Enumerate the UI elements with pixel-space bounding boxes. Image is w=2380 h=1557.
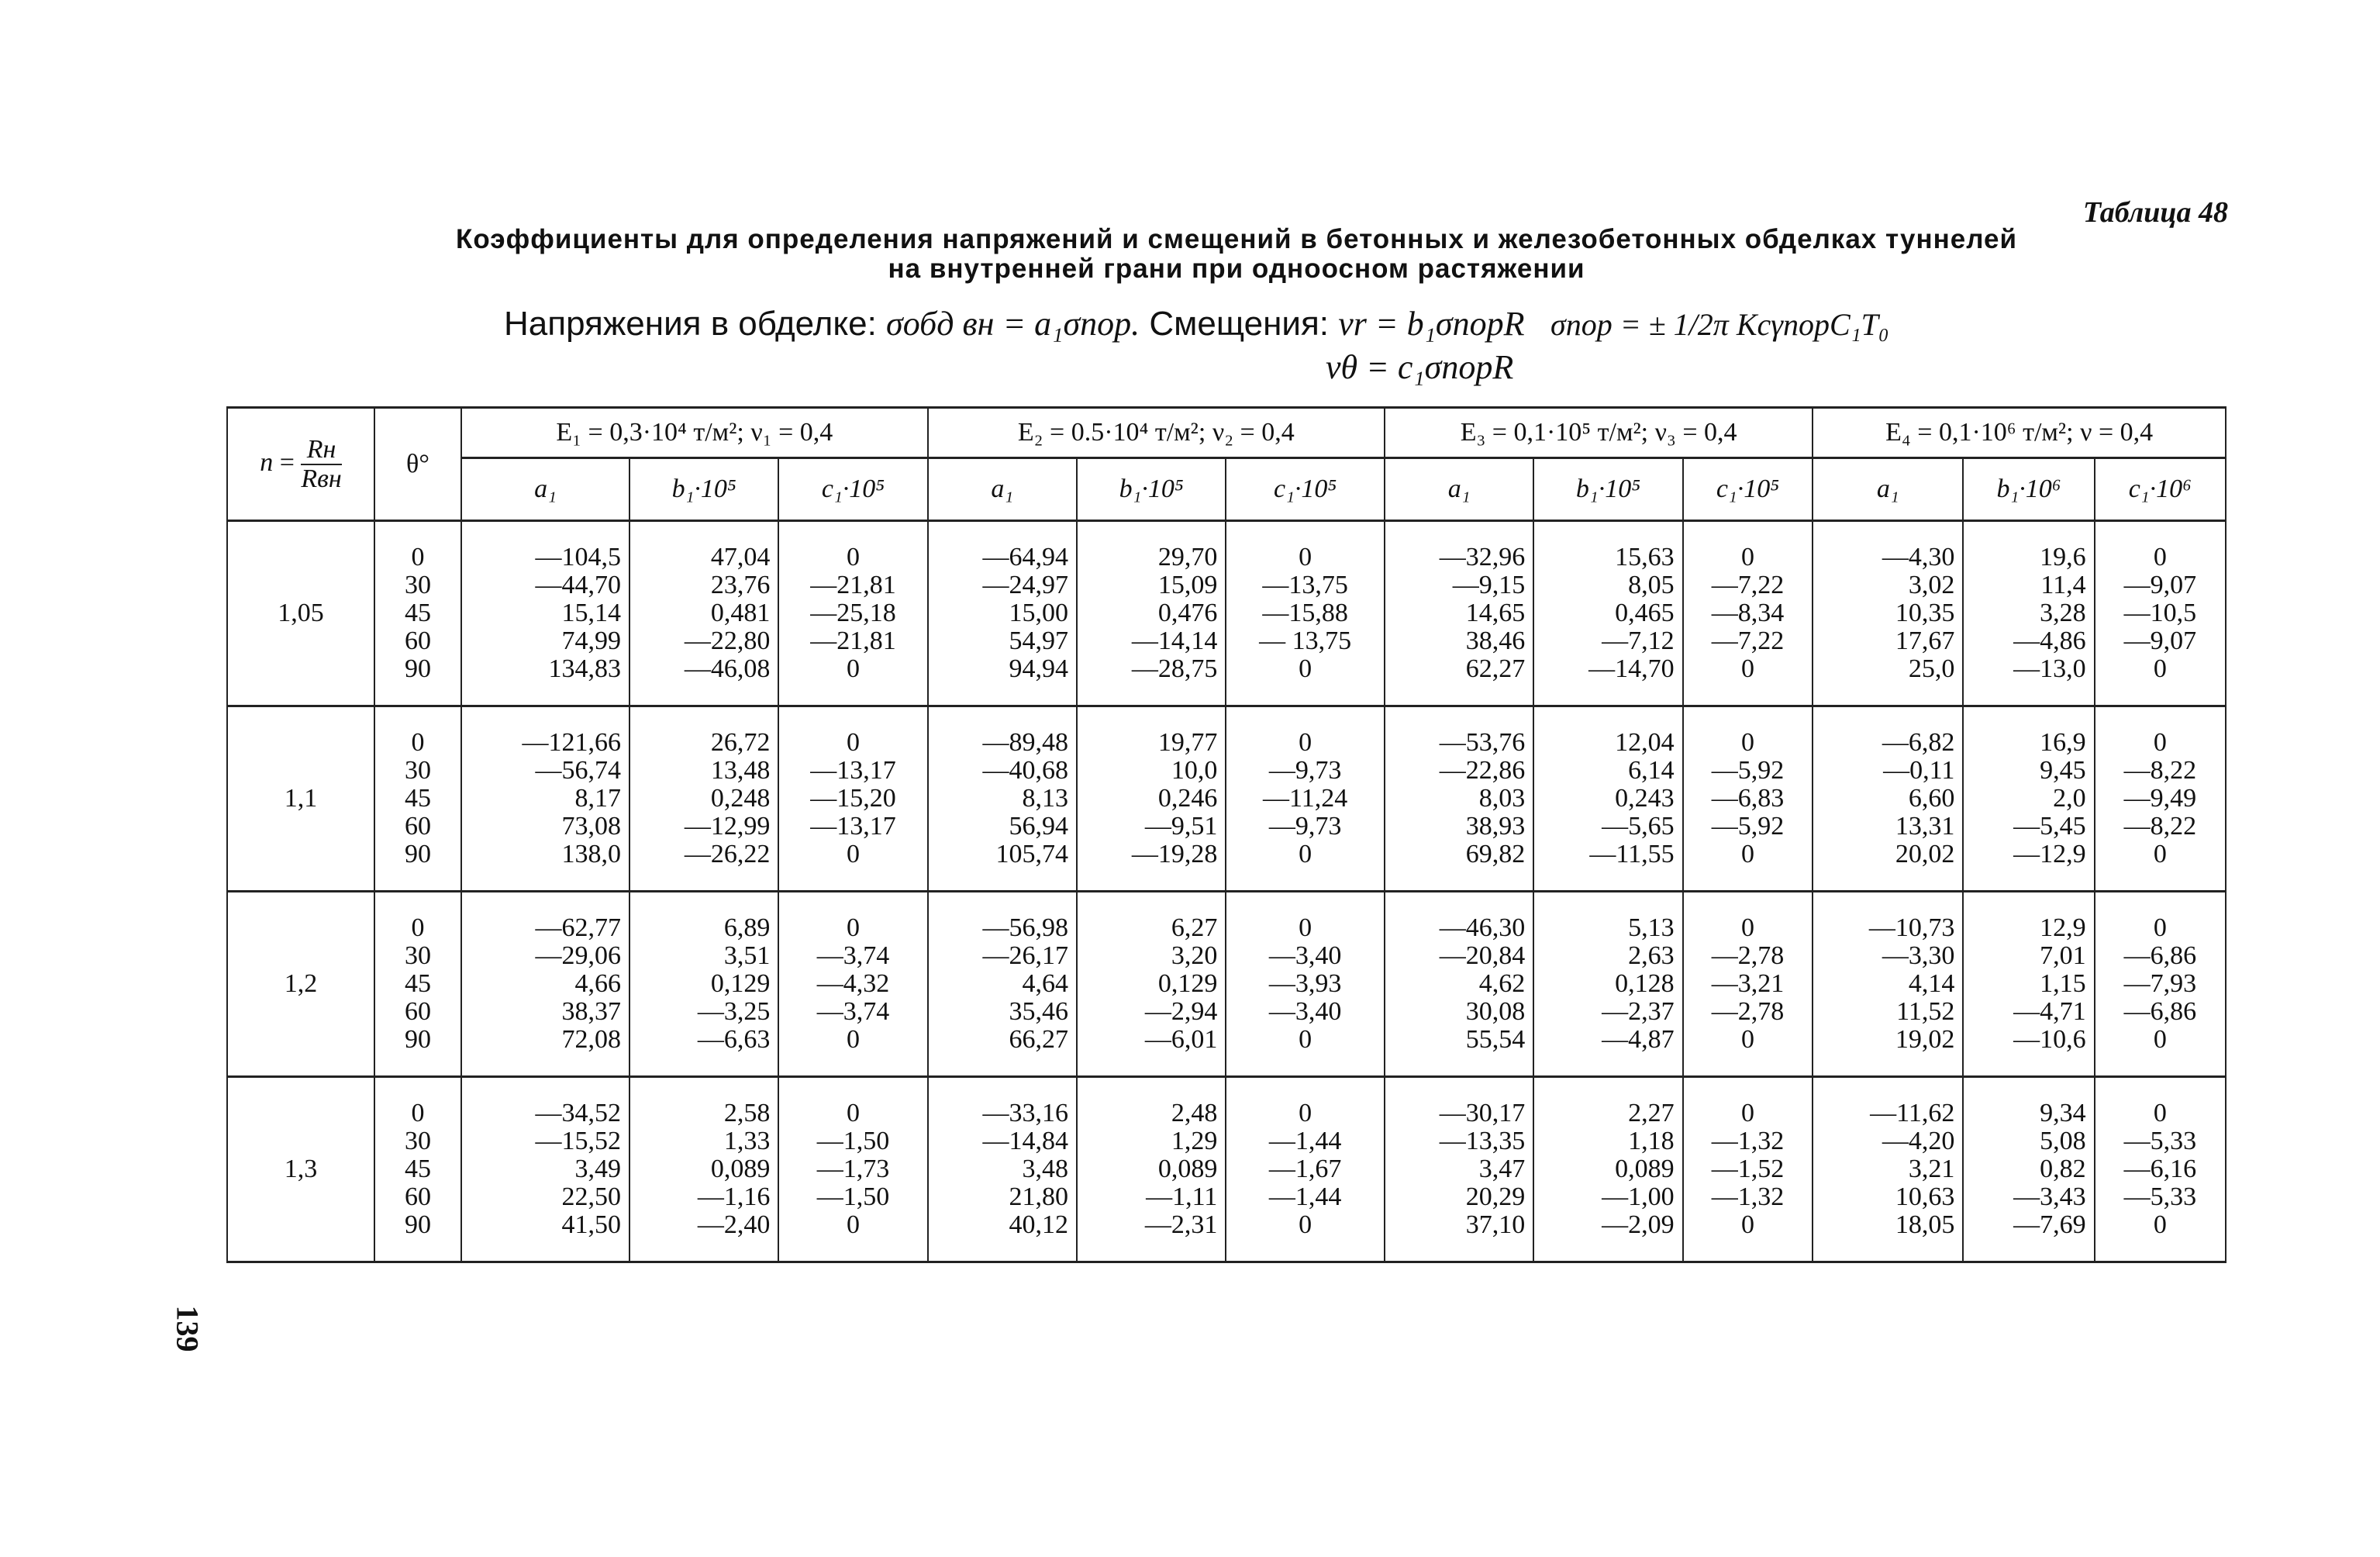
subheader-g2-c3: c₁·10⁵ bbox=[1226, 458, 1385, 521]
cell-values: —53,76 —22,86 8,03 38,93 69,82 bbox=[1385, 706, 1533, 892]
cell-values: —56,98 —26,17 4,64 35,46 66,27 bbox=[928, 892, 1077, 1077]
cell-values: 6,27 3,20 0,129 —2,94 —6,01 bbox=[1077, 892, 1226, 1077]
cell-values: 16,9 9,45 2,0 —5,45 —12,9 bbox=[1963, 706, 2094, 892]
cell-values: —89,48 —40,68 8,13 56,94 105,74 bbox=[928, 706, 1077, 892]
cell-values: 2,58 1,33 0,089 —1,16 —2,40 bbox=[629, 1077, 778, 1262]
cell-values: 0 —2,78 —3,21 —2,78 0 bbox=[1683, 892, 1813, 1077]
subheader-g4-c3: c₁·10⁶ bbox=[2095, 458, 2226, 521]
cell-n-value: 1,1 bbox=[227, 706, 374, 892]
cell-theta-values: 0 30 45 60 90 bbox=[374, 1077, 461, 1262]
cell-values: 6,89 3,51 0,129 —3,25 —6,63 bbox=[629, 892, 778, 1077]
cell-values: —121,66 —56,74 8,17 73,08 138,0 bbox=[461, 706, 629, 892]
formula-vtheta: vθ = c₁σпорR bbox=[1326, 348, 1514, 386]
cell-n-value: 1,2 bbox=[227, 892, 374, 1077]
cell-values: —30,17 —13,35 3,47 20,29 37,10 bbox=[1385, 1077, 1533, 1262]
cell-values: —34,52 —15,52 3,49 22,50 41,50 bbox=[461, 1077, 629, 1262]
cell-values: —4,30 3,02 10,35 17,67 25,0 bbox=[1813, 521, 1963, 706]
cell-values: —62,77 —29,06 4,66 38,37 72,08 bbox=[461, 892, 629, 1077]
subheader-g3-c1: a₁ bbox=[1385, 458, 1533, 521]
cell-values: —10,73 —3,30 4,14 11,52 19,02 bbox=[1813, 892, 1963, 1077]
table-caption bbox=[326, 225, 2147, 284]
cell-values: 12,9 7,01 1,15 —4,71 —10,6 bbox=[1963, 892, 2094, 1077]
cell-theta-values: 0 30 45 60 90 bbox=[374, 892, 461, 1077]
table-number-label: Таблица 48 bbox=[2082, 196, 2228, 229]
cell-values: 2,48 1,29 0,089 —1,11 —2,31 bbox=[1077, 1077, 1226, 1262]
header-group-e3: E₃ = 0,1·10⁵ т/м²; ν₃ = 0,4 bbox=[1385, 408, 1813, 458]
header-n: n = $\frac{Rн}{\text{Rвн}}$ bbox=[227, 408, 374, 521]
header-group-e4: E₄ = 0,1·10⁶ т/м²; ν = 0,4 bbox=[1813, 408, 2226, 458]
cell-values: 0 —3,40 —3,93 —3,40 0 bbox=[1226, 892, 1385, 1077]
cell-values: 0 —1,50 —1,73 —1,50 0 bbox=[778, 1077, 927, 1262]
cell-values: 0 —6,86 —7,93 —6,86 0 bbox=[2095, 892, 2226, 1077]
subheader-g1-c2: b₁·10⁵ bbox=[629, 458, 778, 521]
cell-values: 0 —5,92 —6,83 —5,92 0 bbox=[1683, 706, 1813, 892]
formula-stress: σобд вн = a₁σпор. bbox=[886, 305, 1140, 343]
coefficients-table bbox=[226, 406, 2227, 1263]
cell-values: 0 —9,07 —10,5 —9,07 0 bbox=[2095, 521, 2226, 706]
cell-values: 19,6 11,4 3,28 —4,86 —13,0 bbox=[1963, 521, 2094, 706]
cell-values: —11,62 —4,20 3,21 10,63 18,05 bbox=[1813, 1077, 1963, 1262]
formula-vr: vr = b₁σпорR bbox=[1338, 305, 1525, 343]
cell-values: 9,34 5,08 0,82 —3,43 —7,69 bbox=[1963, 1077, 2094, 1262]
cell-values: 0 —9,73 —11,24 —9,73 0 bbox=[1226, 706, 1385, 892]
cell-values: 0 —13,75 —15,88 — 13,75 0 bbox=[1226, 521, 1385, 706]
subheader-g4-c2: b₁·10⁶ bbox=[1963, 458, 2094, 521]
page-number: 139 bbox=[170, 1305, 205, 1352]
cell-values: —6,82 —0,11 6,60 13,31 20,02 bbox=[1813, 706, 1963, 892]
cell-values: 0 —1,32 —1,52 —1,32 0 bbox=[1683, 1077, 1813, 1262]
cell-theta-values: 0 30 45 60 90 bbox=[374, 706, 461, 892]
subheader-g4-c1: a₁ bbox=[1813, 458, 1963, 521]
subheader-g1-c3: c₁·10⁵ bbox=[778, 458, 927, 521]
formula-stress-row bbox=[504, 304, 1524, 344]
subheader-g3-c2: b₁·10⁵ bbox=[1533, 458, 1682, 521]
caption-line-2: на внутренней грани при одноосном растяжении bbox=[888, 254, 1585, 284]
cell-values: 15,63 8,05 0,465 —7,12 —14,70 bbox=[1533, 521, 1682, 706]
formula-sigma: σпор = ± 1/2π KcγпорC₁T₀ bbox=[1550, 307, 1889, 342]
cell-values: 0 —3,74 —4,32 —3,74 0 bbox=[778, 892, 927, 1077]
header-group-e1: E₁ = 0,3·10⁴ т/м²; ν₁ = 0,4 bbox=[461, 408, 928, 458]
formula-disp-prefix: Смещения: bbox=[1149, 305, 1330, 343]
cell-values: 0 —1,44 —1,67 —1,44 0 bbox=[1226, 1077, 1385, 1262]
header-group-e2: E₂ = 0.5·10⁴ т/м²; ν₂ = 0,4 bbox=[928, 408, 1385, 458]
subheader-g3-c3: c₁·10⁵ bbox=[1683, 458, 1813, 521]
cell-values: 26,72 13,48 0,248 —12,99 —26,22 bbox=[629, 706, 778, 892]
cell-values: 19,77 10,0 0,246 —9,51 —19,28 bbox=[1077, 706, 1226, 892]
cell-values: —104,5 —44,70 15,14 74,99 134,83 bbox=[461, 521, 629, 706]
subheader-g2-c2: b₁·10⁵ bbox=[1077, 458, 1226, 521]
table-row bbox=[227, 1077, 2226, 1262]
cell-n-value: 1,05 bbox=[227, 521, 374, 706]
cell-values: 12,04 6,14 0,243 —5,65 —11,55 bbox=[1533, 706, 1682, 892]
cell-values: —33,16 —14,84 3,48 21,80 40,12 bbox=[928, 1077, 1077, 1262]
cell-values: —64,94 —24,97 15,00 54,97 94,94 bbox=[928, 521, 1077, 706]
cell-values: —46,30 —20,84 4,62 30,08 55,54 bbox=[1385, 892, 1533, 1077]
table-row bbox=[227, 706, 2226, 892]
cell-values: —32,96 —9,15 14,65 38,46 62,27 bbox=[1385, 521, 1533, 706]
cell-values: 2,27 1,18 0,089 —1,00 —2,09 bbox=[1533, 1077, 1682, 1262]
cell-theta-values: 0 30 45 60 90 bbox=[374, 521, 461, 706]
cell-values: 0 —21,81 —25,18 —21,81 0 bbox=[778, 521, 927, 706]
cell-values: 29,70 15,09 0,476 —14,14 —28,75 bbox=[1077, 521, 1226, 706]
table-row bbox=[227, 521, 2226, 706]
cell-n-value: 1,3 bbox=[227, 1077, 374, 1262]
cell-values: 0 —8,22 —9,49 —8,22 0 bbox=[2095, 706, 2226, 892]
header-n-fraction: $\frac{Rн}{\text{Rвн}}$ bbox=[301, 434, 342, 493]
subheader-g2-c1: a₁ bbox=[928, 458, 1077, 521]
subheader-g1-c1: a₁ bbox=[461, 458, 629, 521]
formula-stress-prefix: Напряжения в обделке: bbox=[504, 305, 877, 343]
cell-values: 0 —7,22 —8,34 —7,22 0 bbox=[1683, 521, 1813, 706]
caption-line-1: Коэффициенты для определения напряжений и смещений в бетонных и железобетонных обделках туннелей bbox=[456, 224, 2017, 254]
table-row bbox=[227, 892, 2226, 1077]
cell-values: 47,04 23,76 0,481 —22,80 —46,08 bbox=[629, 521, 778, 706]
cell-values: 0 —5,33 —6,16 —5,33 0 bbox=[2095, 1077, 2226, 1262]
cell-values: 0 —13,17 —15,20 —13,17 0 bbox=[778, 706, 927, 892]
header-theta: θ° bbox=[374, 408, 461, 521]
cell-values: 5,13 2,63 0,128 —2,37 —4,87 bbox=[1533, 892, 1682, 1077]
